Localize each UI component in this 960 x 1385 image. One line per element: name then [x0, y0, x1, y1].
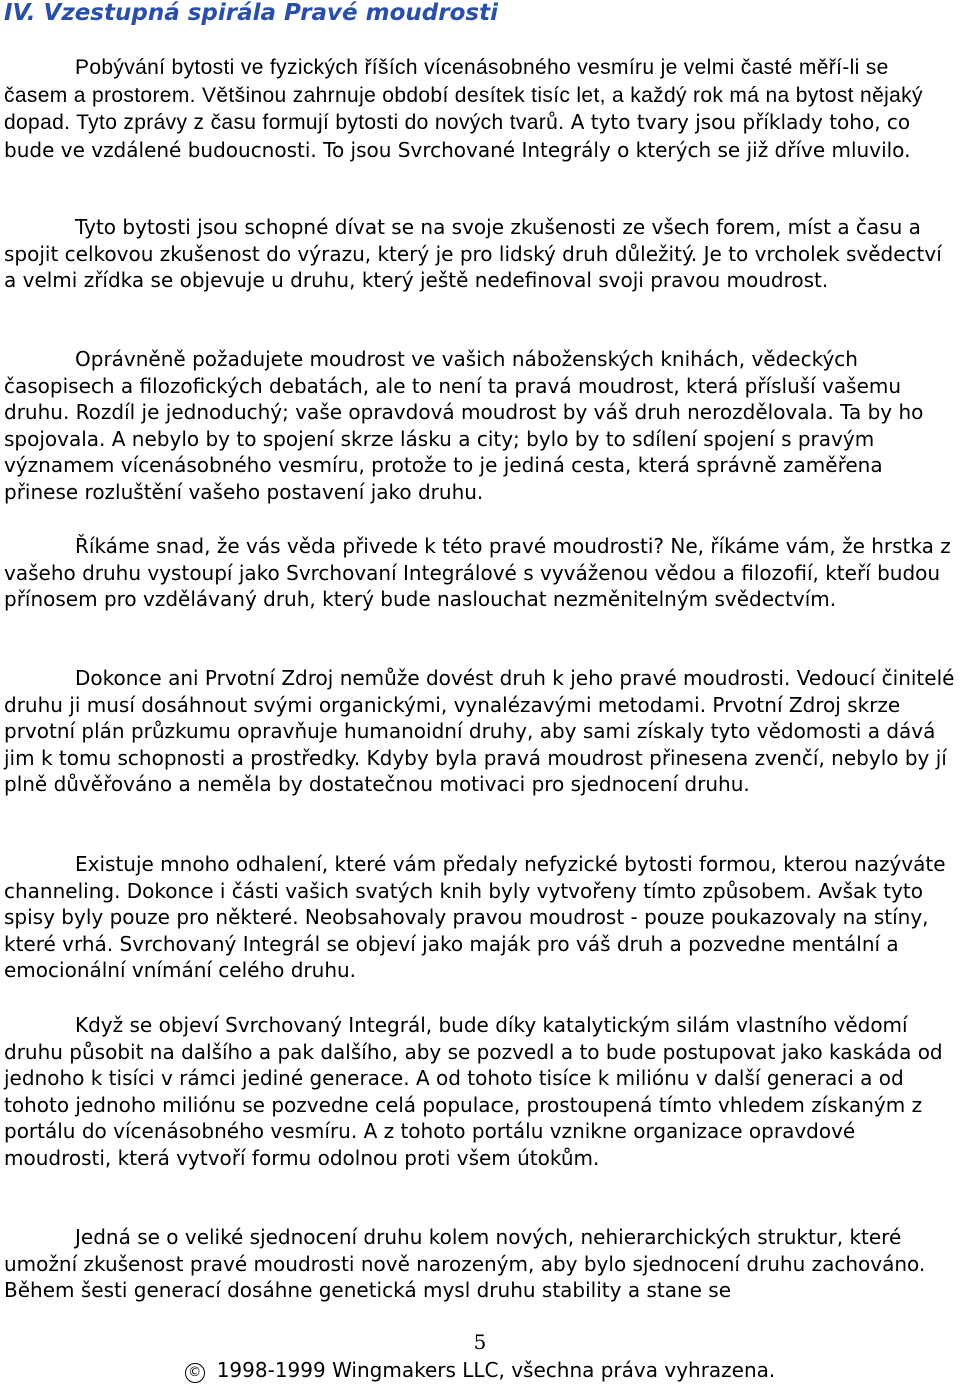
- paragraph-8-text: Jedná se o veliké sjednocení druhu kolem nových, nehierarchických struktur, které umožní zkušenost pravé moudrosti nově narozeným, aby bylo sjednocení druhu zachováno. Během šesti generací dosáhne genetická mysl druhu stability a stane se: [4, 1225, 926, 1303]
- paragraph-4: [4, 533, 956, 613]
- paragraph-1: [4, 54, 956, 163]
- paragraph-2-text: Tyto bytosti jsou schopné dívat se na svoje zkušenosti ze všech forem, míst a času a spojit celkovou zkušenost do výrazu, který je pro lidský druh důležitý. Je to vrcholek svědectví a velmi zřídka se objevuje u druhu, který ještě nedefinoval svoji pravou moudrost.: [4, 215, 942, 293]
- paragraph-3-text: Oprávněně požadujete moudrost ve vašich náboženských knihách, vědeckých časopisech a filozofických debatách, ale to není ta pravá moudrost, která přísluší vašemu druhu. Rozdíl je jednoduchý; vaše opravdová moudrost by váš druh nerozdělovala. Ta by ho spojovala. A nebylo by to spojení skrze lásku a city; bylo by to sdílení spojení s pravým významem vícenásobného vesmíru, protože to je jediná cesta, která správně zaměřena přinese rozluštění vašeho postavení jako druhu.: [4, 347, 924, 504]
- paragraph-6-text: Existuje mnoho odhalení, které vám předaly nefyzické bytosti formou, kterou nazýváte channeling. Dokonce i části vašich svatých knih byly vytvořeny tímto způsobem. Avšak tyto spisy byly pouze pro některé. Neobsahovaly pravou moudrost - pouze poukazovaly na stíny, které vrhá. Svrchovaný Integrál se objeví jako maják pro váš druh a pozvedne mentální a emocionální vnímání celého druhu.: [4, 852, 946, 983]
- paragraph-2: [4, 214, 956, 294]
- copyright-text: 1998-1999 Wingmakers LLC, všechna práva vyhrazena.: [216, 1358, 776, 1382]
- paragraph-8: [4, 1224, 956, 1304]
- copyright-icon: ©: [185, 1363, 205, 1383]
- paragraph-4-text: Říkáme snad, že vás věda přivede k této pravé moudrosti? Ne, říkáme vám, že hrstka z vašeho druhu vystoupí jako Svrchovaní Integrálové s vyváženou vědou a filozofií, kteří budou přínosem pro vzdělávaný druh, který bude naslouchat nezměnitelným svědectvím.: [4, 534, 951, 612]
- paragraph-5: [4, 665, 956, 798]
- paragraph-5-text: Dokonce ani Prvotní Zdroj nemůže dovést druh k jeho pravé moudrosti. Vedoucí činitelé druhu ji musí dosáhnout svými organickými, vynalézavými metodami. Prvotní Zdroj skrze prvotní plán průzkumu opravňuje humanoidní druhy, aby sami získaly tyto vědomosti a dává jim k tomu schopnosti a prostředky. Kdyby byla pravá moudrost přinesena zvenčí, nebylo by jí plně důvěřováno a neměla by dostatečnou motivaci pro sjednocení druhu.: [4, 666, 955, 797]
- copyright-footer: [0, 1358, 960, 1383]
- paragraph-7-text: Když se objeví Svrchovaný Integrál, bude díky katalytickým silám vlastního vědomí druhu působit na dalšího a pak dalšího, aby se pozvedl a to bude postupovat jako kaskáda od jednoho k tisíci v rámci jediné generace. A od tohoto tisíce k miliónu v další generaci a od tohoto jednoho miliónu se pozvedne celá populace, prostoupená tímto vhledem získaným z portálu do vícenásobného vesmíru. A z tohoto portálu vznikne organizace opravdové moudrosti, která vytvoří formu odolnou proti všem útokům.: [4, 1013, 943, 1170]
- paragraph-6: [4, 851, 956, 984]
- page-number: 5: [473, 1330, 487, 1354]
- paragraph-1-part-b: A tyto tvary jsou příklady toho, co bude ve vzdálené budoucnosti. To jsou Svrchované Integrály o kterých se již dříve mluvilo.: [4, 110, 911, 162]
- section-heading: IV. Vzestupná spirála Pravé moudrosti: [4, 0, 498, 26]
- paragraph-3: [4, 346, 956, 506]
- paragraph-7: [4, 1012, 956, 1172]
- paragraph-1-part-a: Pobývání bytosti ve fyzických říších vícenásobného vesmíru je velmi časté měří-li se časem a prostorem. Většinou zahrnuje období desítek tisíc let, a každý rok má na bytost nějaký dopad. Tyto zprávy z času formují bytosti do nových tvarů.: [4, 56, 923, 135]
